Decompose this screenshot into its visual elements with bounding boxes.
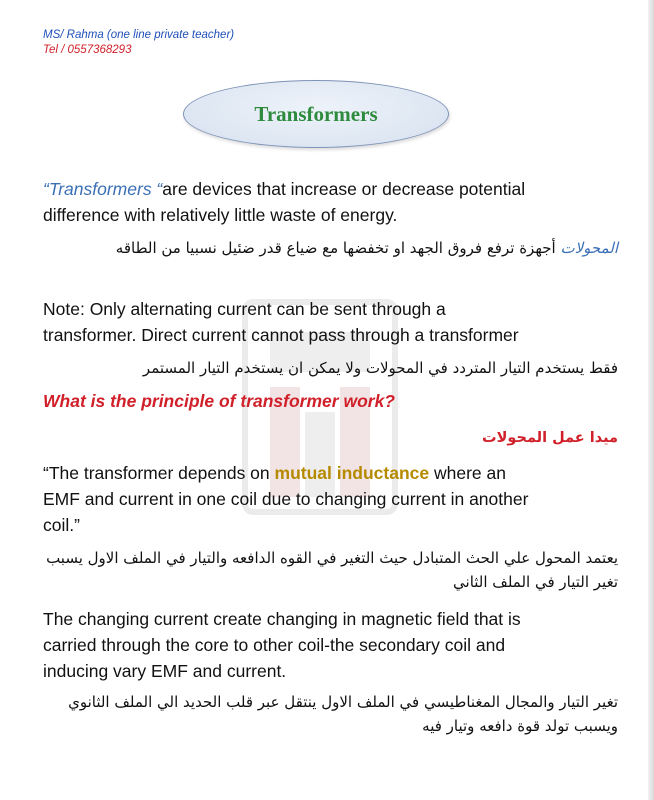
definition-term: “Transformers “ bbox=[43, 179, 163, 199]
principle-paragraph bbox=[43, 460, 618, 538]
changing-line-1: The changing current create changing in magnetic field that is bbox=[43, 609, 521, 629]
note-line-1: Note: Only alternating current can be sent through a bbox=[43, 299, 446, 319]
page-title: Transformers bbox=[254, 101, 378, 126]
note-arabic: فقط يستخدم التيار المتردد في المحولات ولا يمكن ان يستخدم التيار المستمر bbox=[142, 359, 618, 377]
principle-line-3: coil.” bbox=[43, 515, 80, 535]
changing-current-paragraph bbox=[43, 606, 618, 684]
principle-text-before: “The transformer depends on bbox=[43, 463, 275, 483]
note-paragraph bbox=[43, 296, 618, 348]
teacher-name: MS/ Rahma (one line private teacher) bbox=[43, 29, 235, 41]
principle-text-after: where an bbox=[429, 463, 506, 483]
principle-line-2: EMF and current in one coil due to changing current in another bbox=[43, 489, 529, 509]
title-oval bbox=[183, 80, 449, 148]
definition-paragraph bbox=[43, 176, 618, 228]
changing-line-3: inducing vary EMF and current. bbox=[43, 661, 287, 681]
mutual-inductance-highlight: mutual inductance bbox=[274, 463, 430, 483]
principle-question: What is the principle of transformer work? bbox=[43, 391, 395, 411]
principle-question-arabic: ميدا عمل المحولات bbox=[482, 430, 618, 446]
page-edge-shadow bbox=[648, 0, 654, 800]
principle-arabic: يعتمد المحول علي الحث المتبادل حيث التغير في القوه الدافعه والتيار في الملف الاول يسبب تغير التيار في الملف الثاني bbox=[46, 549, 618, 591]
definition-arabic-text: أجهزة ترفع فروق الجهد او تخفضها مع ضياع قدر ضئيل نسبيا من الطاقه bbox=[115, 239, 561, 257]
changing-current-arabic: تغير التيار والمجال المغناطيسي في الملف الاول ينتقل عبر قلب الحديد الي الملف الثانوي ويسبب تولد قوة دافعه وتيار فيه bbox=[68, 693, 618, 735]
teacher-phone: Tel / 0557368293 bbox=[43, 44, 132, 56]
changing-line-2: carried through the core to other coil-the secondary coil and bbox=[43, 635, 506, 655]
teacher-header bbox=[43, 28, 234, 58]
definition-text-1: are devices that increase or decrease potential bbox=[162, 179, 526, 199]
definition-text-2: difference with relatively little waste of energy. bbox=[43, 205, 398, 225]
definition-arabic bbox=[28, 236, 618, 260]
note-line-2: transformer. Direct current cannot pass through a transformer bbox=[43, 325, 519, 345]
definition-arabic-term: المحولات bbox=[560, 239, 618, 257]
